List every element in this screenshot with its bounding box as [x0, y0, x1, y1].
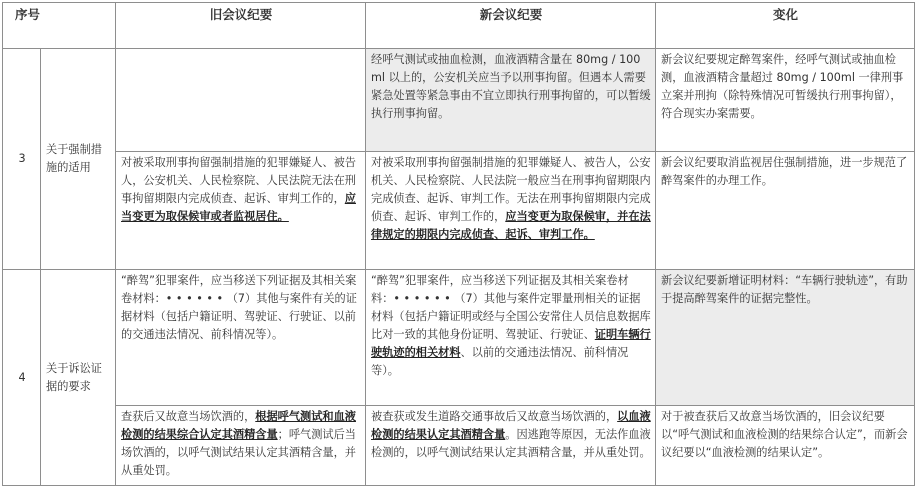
cell-text: 对被采取刑事拘留强制措施的犯罪嫌疑人、被告人，公安机关、人民检察院、人民法院无法在刑事拘留期限内完成侦查、起诉、审判工作的，	[121, 156, 356, 205]
table-header-row	[3, 3, 915, 49]
cell-text: 。因逃跑等原因，无法作血液检测的，以呼气测试结果认定其酒精含量，并从重处罚。	[371, 428, 651, 459]
emphasized-text: 应当变更为取保候审，并在法律规定的期限内完成侦查、起诉、审判工作。	[371, 210, 651, 241]
new-text-cell	[366, 406, 656, 486]
header-change: 变化	[656, 3, 915, 49]
old-text-cell	[116, 49, 366, 152]
old-text-cell	[116, 152, 366, 270]
header-new: 新会议纪要	[366, 3, 656, 49]
cell-text: 对被采取刑事拘留强制措施的犯罪嫌疑人、被告人，公安机关、人民检察院、人民法院一般应当在刑事拘留期限内完成侦查、起诉、审判工作。无法在刑事拘留期限内完成侦查、起诉、审判工作的，	[371, 156, 651, 223]
row-topic: 关于强制措施的适用	[41, 49, 116, 270]
table-row	[3, 152, 915, 270]
cell-text: 、以前的交通违法情况、前科情况等）。	[371, 346, 629, 377]
cell-text: “醉驾”犯罪案件，应当移送下列证据及其相关案卷材料：• • • • • • （7）其他与案件定罪量刑相关的证据材料（包括户籍证明或经与全国公安常住人员信息数据库比对一致的其他身份证明、驾驶证、行驶证、	[371, 274, 651, 341]
emphasized-text: 应当变更为取保候审或者监视居住。	[121, 192, 356, 223]
old-text-cell	[116, 406, 366, 486]
table-row	[3, 270, 915, 406]
new-text-cell	[366, 270, 656, 406]
row-number: 4	[3, 270, 41, 486]
comparison-table	[2, 2, 915, 486]
header-old: 旧会议纪要	[116, 3, 366, 49]
table-row	[3, 406, 915, 486]
change-text-cell: 新会议纪要规定醉驾案件，经呼气测试或抽血检测，血液酒精含量超过 80mg / 100ml 一律刑事立案并刑拘（除特殊情况可暂缓执行刑事拘留），符合现实办案需要。	[656, 49, 915, 152]
change-text-cell: 新会议纪要新增证明材料：“车辆行驶轨迹”，有助于提高醉驾案件的证据完整性。	[656, 270, 915, 406]
change-text-cell: 新会议纪要取消监视居住强制措施，进一步规范了醉驾案件的办理工作。	[656, 152, 915, 270]
new-text-cell	[366, 152, 656, 270]
cell-text: 被查获或发生道路交通事故后又故意当场饮酒的，	[371, 410, 618, 423]
change-text-cell: 对于被查获后又故意当场饮酒的，旧会议纪要以“呼气测试和血液检测的结果综合认定”，而新会议纪要以“血液检测的结果认定”。	[656, 406, 915, 486]
header-seq: 序号	[3, 3, 116, 49]
old-text-cell	[116, 270, 366, 406]
new-text-cell	[366, 49, 656, 152]
emphasized-text: 以血液检测的结果认定其酒精含量	[371, 410, 651, 441]
cell-text: 查获后又故意当场饮酒的，	[121, 410, 256, 423]
cell-text: ；呼气测试后当场饮酒的，以呼气测试结果认定其酒精含量，并从重处罚。	[121, 428, 356, 477]
cell-text: “醉驾”犯罪案件，应当移送下列证据及其相关案卷材料：• • • • • • （7）其他与案件有关的证据材料（包括户籍证明、驾驶证、行驶证、以前的交通违法情况、前科情况等）。	[121, 274, 357, 341]
cell-text: 经呼气测试或抽血检测，血液酒精含量在 80mg / 100ml 以上的，公安机关应当予以刑事拘留。但遇本人需要紧急处置等紧急事由不宜立即执行刑事拘留的，可以暂缓执行刑事拘留。	[371, 53, 651, 120]
row-number: 3	[3, 49, 41, 270]
table-row	[3, 49, 915, 152]
emphasized-text: 根据呼气测试和血液检测的结果综合认定其酒精含量	[121, 410, 356, 441]
emphasized-text: 证明车辆行驶轨迹的相关材料	[371, 328, 651, 359]
row-topic: 关于诉讼证据的要求	[41, 270, 116, 486]
